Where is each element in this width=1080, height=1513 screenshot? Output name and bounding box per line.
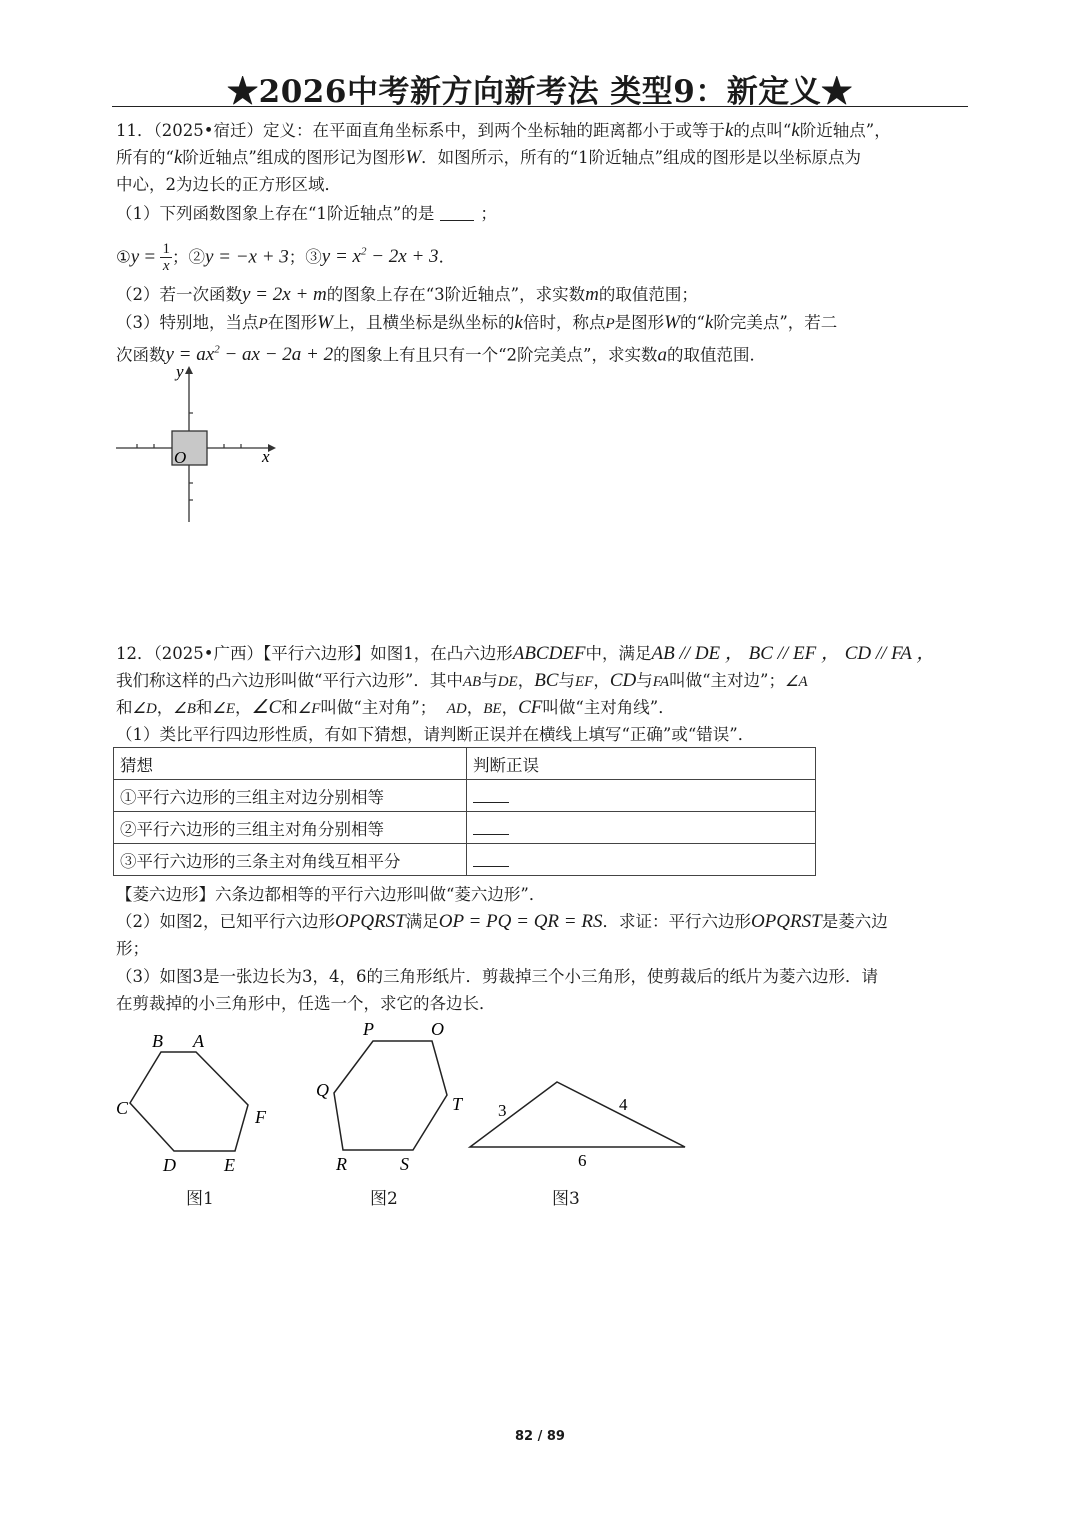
angle-D: ∠D — [132, 701, 157, 717]
q11-p3-text: （3）特别地，当点 — [116, 313, 259, 332]
var-W: W — [317, 312, 333, 333]
q12-text: 12．（2025•广西）【平行六边形】如图1，在凸六边形 — [116, 644, 513, 663]
seg-FA: FA — [652, 674, 670, 690]
vertex-label-F: F — [255, 1107, 266, 1127]
q11-coordinate-figure — [110, 362, 290, 532]
parallel-conditions: AB // DE ， BC // EF ， CD // FA ， — [651, 643, 936, 664]
q12-text: ， — [466, 698, 484, 717]
answer-cell — [467, 780, 816, 812]
vertex-label-R: R — [336, 1154, 347, 1174]
q12-text: 叫做“主对角”； — [320, 698, 437, 717]
q11-p3-text: 是图形 — [614, 313, 665, 332]
figure-2-caption: 图2 — [370, 1189, 398, 1209]
figure-1-caption: 图1 — [186, 1189, 214, 1209]
q12-text: 和 — [195, 698, 213, 717]
q11-p4-text: 的取值范围． — [666, 345, 766, 365]
var-k: k — [704, 312, 714, 333]
q12-text: 与 — [481, 671, 498, 690]
side-label-4: 4 — [619, 1095, 628, 1114]
q11-text: 阶近轴点”， — [799, 121, 891, 140]
angle-F: ∠F — [297, 701, 321, 717]
var-k: k — [514, 312, 523, 333]
table-cell: ①平行六边形的三组主对边分别相等 — [114, 780, 467, 812]
q12-text: （2）如图2，已知平行六边形 — [116, 912, 335, 931]
var-a: a — [657, 344, 667, 366]
q12-text: 满足 — [405, 912, 439, 931]
q12-text: ， — [593, 671, 610, 690]
q12-text: 与 — [558, 671, 575, 690]
figure-3-caption: 图3 — [552, 1189, 580, 1209]
q11-part-3-line-1 — [116, 309, 976, 338]
var-m: m — [585, 284, 599, 305]
q11-p2-text: （2）若一次函数 — [116, 285, 242, 304]
equal-sides-condition: OP = PQ = QR = RS — [438, 911, 603, 932]
q12-line-2 — [116, 667, 976, 696]
q12-text: 我们称这样的凸六边形叫做“平行六边形”．其中 — [116, 671, 463, 690]
fraction: $\frac{1}{x}$ — [162, 241, 170, 275]
q11-text: ．如图所示，所有的“1阶近轴点”组成的图形是以坐标原点为 — [421, 148, 862, 167]
q11-p1-end: ； — [480, 204, 497, 223]
vertex-label-T: T — [452, 1094, 463, 1114]
table-row — [114, 812, 816, 844]
q12-part-3-line-1: （3）如图3是一张边长为3，4，6的三角形纸片．剪裁掉三个小三角形，使剪裁后的纸片为菱六边形．请 — [116, 967, 878, 986]
q12-text: ．求证：平行六边形 — [602, 912, 751, 931]
q11-part-2 — [116, 281, 976, 308]
seg-BC: BC — [534, 670, 559, 691]
q11-p3-text: 上，且横坐标是纵坐标的 — [333, 313, 515, 332]
figure-1-hexagon — [110, 1025, 280, 1205]
vertex-label-O: O — [431, 1019, 444, 1039]
vertex-label-E: E — [224, 1155, 235, 1175]
formula-linear: y = 2x + m — [242, 284, 327, 305]
formula-quadratic: $y = ax^2$ − ax − 2a + 2 — [165, 344, 334, 366]
q11-text: 11．（2025•宿迁）定义：在平面直角坐标系中，到两个坐标轴的距离都小于或等于 — [116, 121, 725, 140]
var-k: k — [724, 120, 734, 141]
var-k: k — [791, 120, 800, 141]
seg-AB: AB — [462, 674, 482, 690]
q11-line-3: 中心，2为边长的正方形区域． — [116, 175, 341, 194]
answer-blank — [473, 784, 509, 803]
option-1-formula: y — [130, 246, 140, 268]
table-row — [114, 748, 816, 780]
answer-blank — [473, 816, 509, 835]
q11-p4-text: 次函数 — [116, 345, 166, 365]
q12-text: 是菱六边 — [821, 912, 888, 931]
answer-blank — [440, 204, 474, 221]
q12-text: 叫做“主对边”； — [669, 671, 785, 690]
q12-text: 中，满足 — [585, 644, 652, 663]
var-k: k — [173, 147, 183, 168]
var-W: W — [405, 147, 422, 168]
q11-line-1 — [116, 117, 976, 144]
q11-p2-text: 的图象上存在“3阶近轴点”，求实数 — [326, 285, 586, 304]
title-underline — [112, 106, 968, 107]
table-row — [114, 844, 816, 876]
option-2-formula: y = −x + 3 — [204, 246, 289, 268]
q12-part-2 — [116, 908, 976, 935]
q12-text: ， — [235, 698, 252, 717]
hexagon-name: ABCDEF — [512, 643, 586, 664]
table-header: 猜想 — [114, 748, 467, 780]
table-header: 判断正误 — [467, 748, 816, 780]
q11-p4-text: 的图象上有且只有一个“2阶完美点”，求实数 — [333, 345, 658, 365]
q12-part-1: （1）类比平行四边形性质，有如下猜想，请判断正误并在横线上填写“正确”或“错误”． — [116, 725, 755, 744]
table-row — [114, 780, 816, 812]
seg-AD: AD — [446, 701, 467, 717]
q11-part-1 — [116, 200, 976, 227]
option-3-end: ． — [438, 247, 456, 267]
q12-text: 与 — [636, 671, 653, 690]
angle-E: ∠E — [212, 701, 236, 717]
hexagon-ABCDEF — [130, 1052, 248, 1151]
option-3-marker: ；③ — [288, 247, 322, 267]
figure-2-hexagon — [305, 1015, 480, 1195]
seg-EF: EF — [574, 674, 594, 690]
q11-p3-text: 在图形 — [267, 313, 318, 332]
q11-p3-text: 的“ — [679, 313, 705, 332]
option-3-formula: $y = x^2 - 2x + 3$ — [321, 246, 439, 268]
y-axis-arrow — [185, 366, 193, 374]
q11-p1-text: （1）下列函数图象上存在“1阶近轴点”的是 — [116, 204, 435, 223]
answer-blank — [473, 848, 509, 867]
hexagon-name: OPQRST — [335, 911, 406, 932]
q11-line-2 — [116, 144, 976, 171]
page-number: 82 / 89 — [515, 1429, 565, 1444]
side-label-3: 3 — [498, 1101, 507, 1120]
var-P: P — [258, 316, 268, 332]
table-cell: ②平行六边形的三组主对角分别相等 — [114, 812, 467, 844]
seg-DE: DE — [497, 674, 518, 690]
seg-BE: BE — [483, 701, 502, 717]
q12-line-3 — [116, 694, 976, 723]
page-title: ★2026中考新方向新考法 类型9：新定义★ — [227, 74, 853, 110]
q11-p3-text: 倍时，称点 — [522, 313, 606, 332]
q12-part-2-cont: 形； — [116, 939, 149, 958]
x-axis-label: x — [262, 447, 270, 466]
rhombus-hexagon-definition: 【菱六边形】六条边都相等的平行六边形叫做“菱六边形”． — [116, 885, 546, 904]
q11-text: 阶近轴点”组成的图形记为图形 — [182, 148, 406, 167]
vertex-label-P: P — [363, 1019, 374, 1039]
conjecture-table — [113, 747, 816, 876]
q12-text: ， — [501, 698, 519, 717]
answer-cell — [467, 812, 816, 844]
seg-CD: CD — [609, 670, 637, 691]
angle-A: ∠A — [785, 674, 808, 690]
q11-p3-text: 阶完美点”，若二 — [713, 313, 838, 332]
q11-text: 所有的“ — [116, 148, 174, 167]
q12-text: 叫做“主对角线”． — [542, 698, 675, 717]
q12-text: ， — [156, 698, 174, 717]
q12-text: 和 — [116, 698, 133, 717]
var-W: W — [664, 312, 680, 333]
y-axis-label: y — [176, 362, 184, 381]
vertex-label-S: S — [400, 1154, 409, 1174]
side-label-6: 6 — [578, 1151, 587, 1170]
q11-text: 的点叫“ — [733, 121, 792, 140]
origin-label: O — [174, 448, 187, 467]
q11-p2-text: 的取值范围； — [598, 285, 698, 304]
vertex-label-B: B — [152, 1031, 163, 1051]
q12-text: 和 — [281, 698, 298, 717]
option-1-marker: ① — [116, 247, 131, 267]
q12-part-3-line-2: 在剪裁掉的小三角形中，任选一个，求它的各边长． — [116, 994, 496, 1013]
vertex-label-C: C — [116, 1098, 129, 1118]
var-P: P — [605, 316, 615, 332]
option-2-marker: ；② — [171, 247, 205, 267]
q12-line-1 — [116, 640, 976, 667]
angle-C: ∠C — [251, 697, 282, 718]
hexagon-OPQRST — [334, 1041, 447, 1150]
q11-options: ①y = $\frac{1}{x}$ ；②y = −x + 3；③y = $x^2 - 2x + 3$． — [116, 241, 456, 275]
vertex-label-Q: Q — [316, 1080, 329, 1100]
vertex-label-D: D — [163, 1155, 176, 1175]
hexagon-name: OPQRST — [750, 911, 822, 932]
vertex-label-A: A — [193, 1031, 204, 1051]
answer-cell — [467, 844, 816, 876]
seg-CF: CF — [518, 697, 543, 718]
angle-B: ∠B — [173, 701, 196, 717]
figure-3-triangle — [460, 1070, 700, 1180]
q12-text: ， — [517, 671, 535, 690]
table-cell: ③平行六边形的三条主对角线互相平分 — [114, 844, 467, 876]
